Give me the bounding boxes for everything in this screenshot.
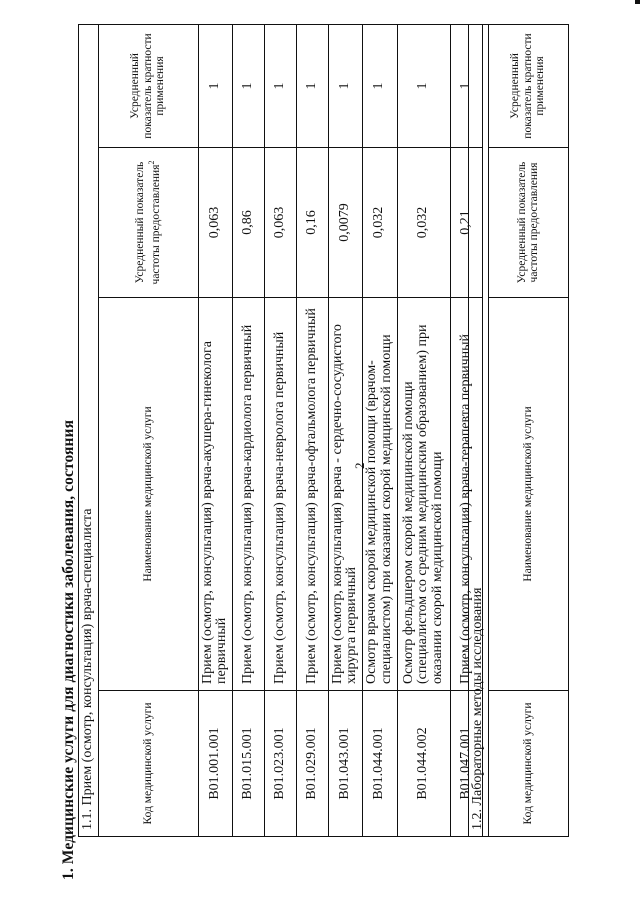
service-frequency: 0,032 <box>362 148 397 298</box>
service-code: B01.023.001 <box>264 691 296 837</box>
service-code: B01.029.001 <box>296 691 328 837</box>
table-row <box>296 24 328 836</box>
footnote-mark: 2 <box>147 160 157 165</box>
service-frequency: 0,21 <box>450 148 482 298</box>
table-caption: 1.1. Прием (осмотр, консультация) врача-специалиста <box>79 24 99 836</box>
service-frequency: 0,0079 <box>328 148 362 298</box>
service-name: Прием (осмотр, консультация) врача - сердечно-сосудистого хирурга первичный <box>328 298 362 691</box>
service-code: B01.043.001 <box>328 691 362 837</box>
service-code: B01.044.002 <box>397 691 450 837</box>
service-code: B01.047.001 <box>450 691 482 837</box>
header-frequency: Усредненный показатель частоты предоставления <box>488 148 568 298</box>
service-name: Прием (осмотр, консультация) врача-кардиолога первичный <box>232 298 264 691</box>
section-title: 1. Медицинские услуги для диагностики заболевания, состояния <box>60 419 77 880</box>
service-multiplicity: 1 <box>450 24 482 147</box>
service-name: Прием (осмотр, консультация) врача-акушера-гинеколога первичный <box>198 298 232 691</box>
service-frequency: 0,16 <box>296 148 328 298</box>
page-number: 2 <box>352 462 367 469</box>
service-multiplicity: 1 <box>264 24 296 147</box>
service-multiplicity: 1 <box>328 24 362 147</box>
service-multiplicity: 1 <box>232 24 264 147</box>
header-multiplicity: Усредненный показатель кратности применения <box>98 24 198 147</box>
service-name: Прием (осмотр, консультация) врача-невролога первичный <box>264 298 296 691</box>
service-code: B01.015.001 <box>232 691 264 837</box>
table-row <box>362 24 397 836</box>
table-row <box>198 24 232 836</box>
header-multiplicity: Усредненный показатель кратности применения <box>488 24 568 147</box>
service-name: Прием (осмотр, консультация) врача-терапевта первичный <box>450 298 482 691</box>
scan-mark <box>635 0 640 4</box>
table-row <box>232 24 264 836</box>
service-frequency: 0,063 <box>264 148 296 298</box>
table-consultations <box>78 24 483 837</box>
table-caption: 1.2. Лабораторные методы исследования <box>469 24 489 836</box>
header-name: Наименование медицинской услуги <box>98 298 198 691</box>
table-row <box>264 24 296 836</box>
service-frequency: 0,86 <box>232 148 264 298</box>
service-frequency: 0,063 <box>198 148 232 298</box>
service-code: B01.001.001 <box>198 691 232 837</box>
service-multiplicity: 1 <box>397 24 450 147</box>
header-frequency: Усредненный показатель частоты предоставления$^2$ <box>98 148 198 298</box>
service-multiplicity: 1 <box>362 24 397 147</box>
service-multiplicity: 1 <box>296 24 328 147</box>
service-frequency: 0,032 <box>397 148 450 298</box>
header-code: Код медицинской услуги <box>488 691 568 837</box>
service-name: Осмотр врачом скорой медицинской помощи (врачом-специалистом) при оказании скорой медицинской помощи <box>362 298 397 691</box>
service-name: Осмотр фельдшером скорой медицинской помощи (специалистом со средним медицинским образованием) при оказании скорой медицинской помощи <box>397 298 450 691</box>
table-row <box>397 24 450 836</box>
service-multiplicity: 1 <box>198 24 232 147</box>
header-code: Код медицинской услуги <box>98 691 198 837</box>
service-name: Прием (осмотр, консультация) врача-офтальмолога первичный <box>296 298 328 691</box>
table-laboratory <box>468 24 569 837</box>
service-code: B01.044.001 <box>362 691 397 837</box>
table-row <box>328 24 362 836</box>
header-name: Наименование медицинской услуги <box>488 298 568 691</box>
